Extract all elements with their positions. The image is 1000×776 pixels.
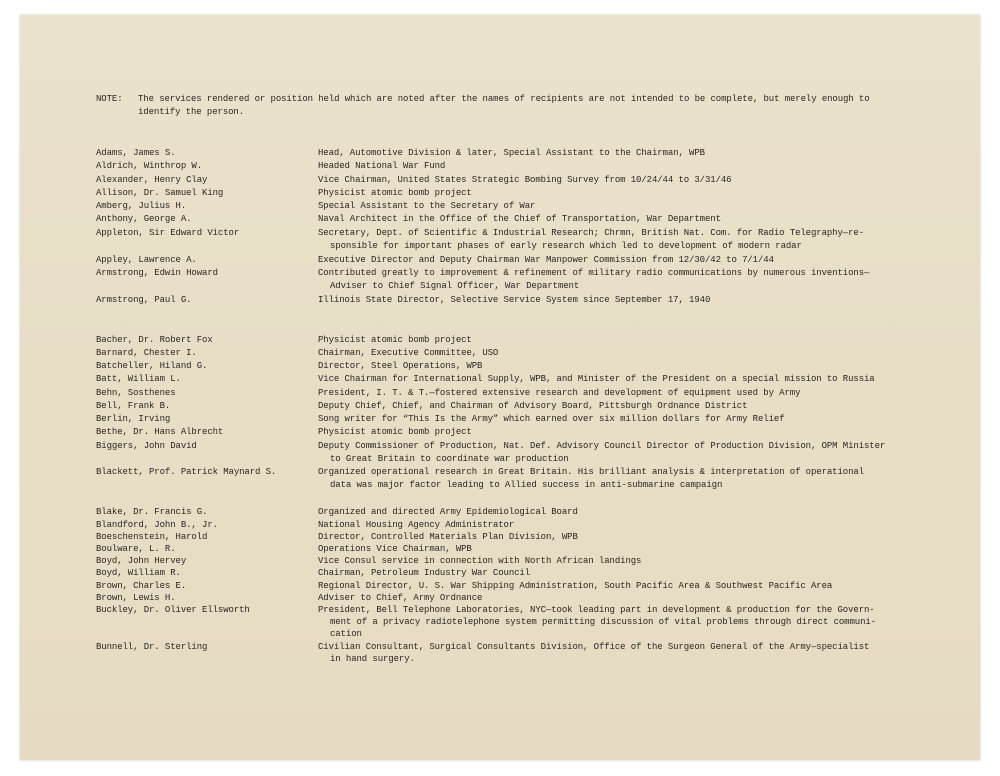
recipient-description (318, 360, 926, 373)
recipient-name: Biggers, John David (96, 440, 197, 451)
list-item (96, 200, 926, 213)
list-item (96, 400, 926, 413)
recipient-name: Boyd, John Hervey (96, 556, 187, 567)
recipient-name: Blandford, John B., Jr. (96, 519, 218, 530)
list-item (96, 641, 926, 665)
description-line: Civilian Consultant, Surgical Consultants Division, Office of the Surgeon General of the Army—specialist (318, 641, 870, 652)
description-line: Adviser to Chief, Army Ordnance (318, 592, 483, 603)
description-line: Vice Chairman for International Supply, WPB, and Minister of the President on a special mission to Russia (318, 374, 875, 385)
description-line: cation (330, 629, 362, 640)
recipient-name: Alexander, Henry Clay (96, 174, 208, 185)
recipient-description (318, 426, 926, 439)
recipient-name: Bunnell, Dr. Sterling (96, 641, 208, 652)
recipient-description (318, 413, 926, 426)
recipient-description (318, 567, 926, 579)
recipient-name: Buckley, Dr. Oliver Ellsworth (96, 604, 250, 615)
recipient-name: Armstrong, Paul G. (96, 294, 192, 305)
recipient-name: Behn, Sosthenes (96, 387, 176, 398)
list-item (96, 360, 926, 373)
recipient-description (318, 440, 926, 467)
recipient-name: Boyd, William R. (96, 568, 181, 579)
recipient-description (318, 200, 926, 213)
description-line: President, I. T. & T.—fostered extensive research and development of equipment used by Army (318, 387, 801, 398)
description-line: Director, Controlled Materials Plan Division, WPB (318, 531, 578, 542)
description-line: Operations Vice Chairman, WPB (318, 543, 472, 554)
list-item (96, 519, 926, 531)
recipient-name: Bethe, Dr. Hans Albrecht (96, 427, 224, 438)
recipient-name: Appleton, Sir Edward Victor (96, 227, 240, 238)
recipient-description (318, 347, 926, 360)
description-line: Physicist atomic bomb project (318, 334, 472, 345)
list-item (96, 334, 926, 347)
list-item (96, 555, 926, 567)
description-line: ment of a privacy radiotelephone system permitting discussion of vital problems through direct communi- (330, 617, 876, 628)
list-item (96, 347, 926, 360)
description-line: Song writer for “This Is the Army” which earned over six million dollars for Army Relief (318, 414, 785, 424)
recipient-name: Amberg, Julius H. (96, 201, 187, 211)
recipient-name: Armstrong, Edwin Howard (96, 267, 218, 278)
recipient-name: Anthony, George A. (96, 214, 192, 225)
description-line: Illinois State Director, Selective Service System since September 17, 1940 (318, 294, 711, 305)
recipient-description (318, 267, 926, 294)
description-line: Head, Automotive Division & later, Special Assistant to the Chairman, WPB (318, 148, 705, 158)
list-item (96, 580, 926, 592)
list-item (96, 567, 926, 579)
recipient-name: Boeschenstein, Harold (96, 531, 208, 542)
recipient-description (318, 555, 926, 567)
recipient-description (318, 187, 926, 200)
recipient-description (318, 592, 926, 604)
description-line: data was major factor leading to Allied success in anti-submarine campaign (330, 480, 723, 491)
recipient-name: Batt, William L. (96, 374, 181, 385)
list-item (96, 254, 926, 267)
list-item (96, 506, 926, 518)
recipient-name: Berlin, Irving (96, 414, 171, 424)
description-line: Deputy Commissioner of Production, Nat. Def. Advisory Council Director of Production Division, OPM Minister (318, 440, 886, 451)
list-item (96, 466, 926, 493)
description-line: Physicist atomic bomb project (318, 427, 472, 438)
description-line: sponsible for important phases of early research which led to development of modern radar (330, 240, 802, 251)
recipient-description (318, 466, 926, 493)
list-item (96, 531, 926, 543)
list-item (96, 267, 926, 294)
list-item (96, 543, 926, 555)
recipient-description (318, 604, 926, 641)
recipient-description (318, 373, 926, 386)
description-line: Regional Director, U. S. War Shipping Administration, South Pacific Area & Southwest Pacific Area (318, 580, 833, 591)
list-item (96, 426, 926, 439)
recipient-section (96, 506, 926, 665)
recipient-name: Bell, Frank B. (96, 400, 171, 411)
recipient-description (318, 641, 926, 665)
recipient-description (318, 174, 926, 187)
recipient-description (318, 506, 926, 518)
description-line: Physicist atomic bomb project (318, 187, 472, 198)
note-text-line2: identify the person. (138, 107, 245, 118)
recipient-name: Appley, Lawrence A. (96, 254, 197, 265)
description-line: Headed National War Fund (318, 161, 446, 172)
recipient-description (318, 400, 926, 413)
description-line: Naval Architect in the Office of the Chief of Transportation, War Department (318, 214, 721, 225)
recipient-name: Adams, James S. (96, 148, 176, 158)
recipient-description (318, 580, 926, 592)
description-line: Organized and directed Army Epidemiological Board (318, 507, 578, 518)
recipient-name: Barnard, Chester I. (96, 347, 197, 358)
description-line: Contributed greatly to improvement & refinement of military radio communications by numerous inventions— (318, 267, 870, 278)
recipient-section (96, 334, 926, 493)
list-item (96, 604, 926, 641)
description-line: Executive Director and Deputy Chairman War Manpower Commission from 12/30/42 to 7/1/44 (318, 254, 774, 265)
list-item (96, 160, 926, 173)
recipient-list (96, 147, 926, 665)
list-item (96, 187, 926, 200)
description-line: Deputy Chief, Chief, and Chairman of Advisory Board, Pittsburgh Ordnance District (318, 400, 748, 411)
description-line: Chairman, Executive Committee, USO (318, 347, 499, 358)
recipient-name: Brown, Lewis H. (96, 592, 176, 603)
recipient-description (318, 160, 926, 173)
recipient-name: Aldrich, Winthrop W. (96, 161, 203, 172)
description-line: National Housing Agency Administrator (318, 519, 515, 530)
document-page (20, 15, 980, 760)
recipient-name: Blake, Dr. Francis G. (96, 507, 208, 518)
list-item (96, 227, 926, 254)
list-item (96, 413, 926, 426)
recipient-name: Blackett, Prof. Patrick Maynard S. (96, 467, 277, 477)
description-line: Secretary, Dept. of Scientific & Industrial Research; Chrmn, British Nat. Com. for Radio Telegraphy—re- (318, 227, 864, 238)
list-item (96, 440, 926, 467)
note-label: NOTE: (96, 94, 123, 104)
recipient-description (318, 147, 926, 160)
recipient-name: Brown, Charles E. (96, 580, 187, 591)
recipient-name: Allison, Dr. Samuel King (96, 187, 224, 198)
description-line: President, Bell Telephone Laboratories, NYC—took leading part in development & production for the Govern- (318, 604, 875, 615)
recipient-description (318, 387, 926, 400)
description-line: Director, Steel Operations, WPB (318, 361, 483, 371)
list-item (96, 387, 926, 400)
description-line: Vice Consul service in connection with North African landings (318, 556, 642, 567)
description-line: Organized operational research in Great Britain. His brilliant analysis & interpretation of operational (318, 467, 864, 477)
recipient-description (318, 519, 926, 531)
recipient-description (318, 254, 926, 267)
recipient-description (318, 531, 926, 543)
note (96, 93, 916, 120)
description-line: Vice Chairman, United States Strategic Bombing Survey from 10/24/44 to 3/31/46 (318, 174, 732, 185)
note-text-line1: The services rendered or position held which are noted after the names of recipients are not intended to be complete, but merely enough to (138, 94, 870, 104)
recipient-section (96, 147, 926, 307)
recipient-description (318, 543, 926, 555)
description-line: Chairman, Petroleum Industry War Council (318, 568, 531, 579)
description-line: to Great Britain to coordinate war production (330, 453, 569, 464)
list-item (96, 294, 926, 307)
list-item (96, 147, 926, 160)
recipient-description (318, 213, 926, 226)
description-line: in hand surgery. (330, 653, 415, 664)
description-line: Adviser to Chief Signal Officer, War Department (330, 281, 580, 291)
list-item (96, 373, 926, 386)
recipient-description (318, 227, 926, 254)
recipient-description (318, 334, 926, 347)
recipient-name: Batcheller, Hiland G. (96, 361, 208, 371)
section-gap (96, 307, 926, 334)
list-item (96, 174, 926, 187)
recipient-name: Boulware, L. R. (96, 543, 176, 554)
recipient-name: Bacher, Dr. Robert Fox (96, 334, 213, 345)
list-item (96, 592, 926, 604)
description-line: Special Assistant to the Secretary of War (318, 201, 536, 211)
list-item (96, 213, 926, 226)
entry-gap (96, 493, 926, 506)
recipient-description (318, 294, 926, 307)
